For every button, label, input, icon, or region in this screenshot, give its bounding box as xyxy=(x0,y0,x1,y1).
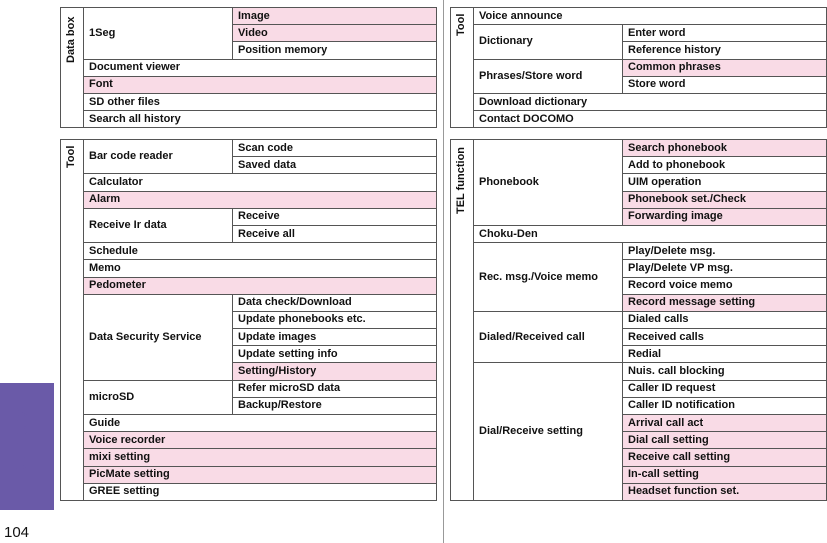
menu-item: SD other files xyxy=(84,93,437,110)
submenu-item: Add to phonebook xyxy=(623,157,827,174)
submenu-item: Record message setting xyxy=(623,294,827,311)
submenu-item: Arrival call act xyxy=(623,415,827,432)
menu-item: Rec. msg./Voice memo xyxy=(474,243,623,312)
menu-item: Dialed/Received call xyxy=(474,311,623,363)
submenu-item: Position memory xyxy=(233,42,437,59)
menu-item: Voice announce xyxy=(474,8,827,25)
table-row xyxy=(451,8,827,25)
menu-item: Dictionary xyxy=(474,25,623,59)
submenu-item: In-call setting xyxy=(623,466,827,483)
submenu-item: Refer microSD data xyxy=(233,380,437,397)
table-row xyxy=(61,294,437,311)
submenu-item: Saved data xyxy=(233,157,437,174)
submenu-item: Search phonebook xyxy=(623,140,827,157)
table-row xyxy=(61,76,437,93)
menu-item: Schedule xyxy=(84,243,437,260)
table-row xyxy=(61,59,437,76)
menu-item: Bar code reader xyxy=(84,140,233,174)
menu-item: Search all history xyxy=(84,111,437,128)
submenu-item: Play/Delete VP msg. xyxy=(623,260,827,277)
group-label-cell xyxy=(451,140,474,501)
submenu-item: Play/Delete msg. xyxy=(623,243,827,260)
group-label: Data box xyxy=(65,16,77,63)
menu-item: mixi setting xyxy=(84,449,437,466)
table-row xyxy=(61,260,437,277)
menu-item: Dial/Receive setting xyxy=(474,363,623,501)
menu-item: Download dictionary xyxy=(474,93,827,110)
submenu-item: Backup/Restore xyxy=(233,397,437,414)
submenu-item: Enter word xyxy=(623,25,827,42)
submenu-item: UIM operation xyxy=(623,174,827,191)
table-row xyxy=(61,140,437,157)
submenu-item: Receive all xyxy=(233,225,437,242)
table-tool-right xyxy=(450,7,827,128)
menu-item: Document viewer xyxy=(84,59,437,76)
table-row xyxy=(61,191,437,208)
submenu-item: Video xyxy=(233,25,437,42)
menu-item: Memo xyxy=(84,260,437,277)
submenu-item: Phonebook set./Check xyxy=(623,191,827,208)
table-row xyxy=(451,363,827,380)
table-row xyxy=(451,311,827,328)
table-row xyxy=(61,466,437,483)
table-row xyxy=(61,243,437,260)
column-divider xyxy=(443,0,444,543)
submenu-item: Update setting info xyxy=(233,346,437,363)
menu-item: Alarm xyxy=(84,191,437,208)
submenu-item: Data check/Download xyxy=(233,294,437,311)
menu-item: Choku-Den xyxy=(474,225,827,242)
table-row xyxy=(61,8,437,25)
submenu-item: Caller ID request xyxy=(623,380,827,397)
menu-item: Contact DOCOMO xyxy=(474,111,827,128)
menu-item: microSD xyxy=(84,380,233,414)
submenu-item: Dialed calls xyxy=(623,311,827,328)
table-tel-function xyxy=(450,139,827,501)
table-row xyxy=(61,432,437,449)
menu-item: Voice recorder xyxy=(84,432,437,449)
submenu-item: Update phonebooks etc. xyxy=(233,311,437,328)
side-tab-label: Others xyxy=(11,405,32,470)
submenu-item: Setting/History xyxy=(233,363,437,380)
submenu-item: Redial xyxy=(623,346,827,363)
menu-item: Receive Ir data xyxy=(84,208,233,242)
submenu-item: Update images xyxy=(233,329,437,346)
menu-item: GREE setting xyxy=(84,483,437,500)
submenu-item: Receive call setting xyxy=(623,449,827,466)
submenu-item: Forwarding image xyxy=(623,208,827,225)
submenu-item: Nuis. call blocking xyxy=(623,363,827,380)
group-label: Tool xyxy=(65,145,77,168)
submenu-item: Received calls xyxy=(623,329,827,346)
submenu-item: Scan code xyxy=(233,140,437,157)
menu-item: Phrases/Store word xyxy=(474,59,623,93)
table-row xyxy=(61,449,437,466)
menu-item: Font xyxy=(84,76,437,93)
table-row xyxy=(61,111,437,128)
menu-item: 1Seg xyxy=(84,8,233,60)
submenu-item: Store word xyxy=(623,76,827,93)
table-row xyxy=(61,483,437,500)
table-row xyxy=(61,174,437,191)
submenu-item: Dial call setting xyxy=(623,432,827,449)
submenu-item: Caller ID notification xyxy=(623,397,827,414)
table-data-box xyxy=(60,7,437,128)
table-row xyxy=(451,111,827,128)
table-row xyxy=(61,277,437,294)
menu-item: Pedometer xyxy=(84,277,437,294)
group-label-cell xyxy=(61,140,84,501)
menu-item: Data Security Service xyxy=(84,294,233,380)
submenu-item: Record voice memo xyxy=(623,277,827,294)
table-tool-left xyxy=(60,139,437,501)
menu-item: Guide xyxy=(84,415,437,432)
submenu-item: Common phrases xyxy=(623,59,827,76)
table-row xyxy=(61,380,437,397)
table-row xyxy=(61,93,437,110)
table-row xyxy=(451,59,827,76)
submenu-item: Receive xyxy=(233,208,437,225)
table-row xyxy=(61,208,437,225)
table-row xyxy=(451,225,827,242)
group-label: Tool xyxy=(455,13,467,36)
menu-item: Phonebook xyxy=(474,140,623,226)
table-row xyxy=(451,140,827,157)
table-row xyxy=(451,243,827,260)
group-label-cell xyxy=(451,8,474,128)
group-label-cell xyxy=(61,8,84,128)
table-row xyxy=(451,93,827,110)
menu-item: PicMate setting xyxy=(84,466,437,483)
table-row xyxy=(61,415,437,432)
side-tab xyxy=(0,0,54,543)
submenu-item: Reference history xyxy=(623,42,827,59)
table-row xyxy=(451,25,827,42)
page-number: 104 xyxy=(4,524,30,541)
group-label: TEL function xyxy=(455,146,467,214)
submenu-item: Headset function set. xyxy=(623,483,827,500)
menu-item: Calculator xyxy=(84,174,437,191)
submenu-item: Image xyxy=(233,8,437,25)
